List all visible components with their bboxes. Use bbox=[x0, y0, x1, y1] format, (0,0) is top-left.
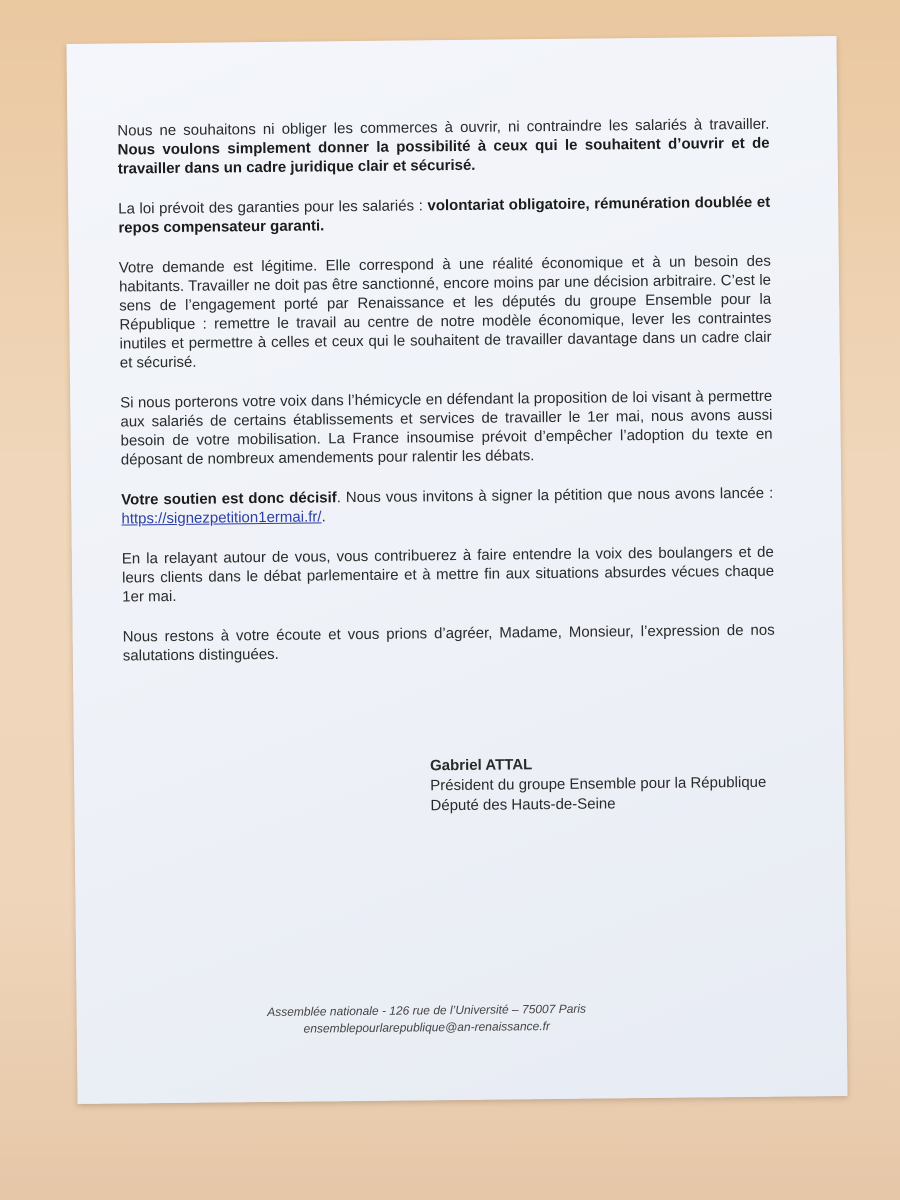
signature-block bbox=[430, 753, 767, 817]
paragraph-5 bbox=[121, 484, 773, 529]
letter-footer bbox=[227, 1000, 627, 1038]
footer-address: Assemblée nationale - 126 rue de l’Université – 75007 Paris bbox=[267, 1001, 587, 1020]
letter-page bbox=[66, 36, 847, 1104]
paragraph-4 bbox=[120, 387, 773, 470]
paragraph-7-text: Nous restons à votre écoute et vous prions d’agréer, Madame, Monsieur, l’expression de nos salutations distinguées. bbox=[122, 621, 775, 665]
footer-email: ensemblepourlarepublique@an-renaissance.fr bbox=[303, 1019, 551, 1036]
signatory-name: Gabriel ATTAL bbox=[429, 756, 533, 775]
signatory-title: Président du groupe Ensemble pour la République bbox=[430, 773, 767, 795]
letter-body bbox=[117, 115, 775, 687]
signatory-constituency: Député des Hauts-de-Seine bbox=[430, 795, 616, 815]
paragraph-3 bbox=[119, 252, 772, 373]
paragraph-2-text: La loi prévoit des garanties pour les salariés : bbox=[118, 197, 423, 218]
paragraph-1-text: Nous ne souhaitons ni obliger les commerces à ouvrir, ni contraindre les salariés à travailler. bbox=[117, 115, 770, 140]
paragraph-1-bold: Nous voulons simplement donner la possibilité à ceux qui le souhaitent d’ouvrir et de travailler dans un cadre juridique clair et sécurisé. bbox=[117, 134, 770, 178]
paragraph-1 bbox=[117, 115, 770, 179]
paragraph-4-text: Si nous porterons votre voix dans l’hémicycle en défendant la proposition de loi visant à permettre aux salariés de certains établissements et services de travailler le 1er mai, nous avons aussi besoin de votre mobilisation. La France insoumise prévoit d’empêcher l’adoption du texte en déposant de nombreux amendements pour ralentir les débats. bbox=[120, 387, 773, 469]
paragraph-5-text: . Nous vous invitons à signer la pétition que nous avons lancée : bbox=[336, 484, 774, 507]
paragraph-5-bold: Votre soutien est donc décisif bbox=[121, 489, 337, 509]
petition-link[interactable]: https://signezpetition1ermai.fr/ bbox=[121, 508, 322, 528]
paragraph-2 bbox=[118, 193, 770, 238]
paragraph-6-text: En la relayant autour de vous, vous contribuerez à faire entendre la voix des boulangers et de leurs clients dans le débat parlementaire et à mettre fin aux situations absurdes vécues chaque 1er mai. bbox=[121, 543, 775, 606]
paragraph-6 bbox=[122, 543, 775, 607]
paragraph-7 bbox=[123, 621, 775, 666]
paragraph-3-text: Votre demande est légitime. Elle correspond à une réalité économique et à un besoin des habitants. Travailler ne doit pas être sanctionné, encore moins par une décision arbitraire. C’est le sens de l’engagement porté par Renaissance et les députés du groupe Ensemble pour la République : remettre le travail au centre de notre modèle économique, lever les contraintes inutiles et permettre à celles et ceux qui le souhaitent de travailler davantage dans un cadre clair et sécurisé. bbox=[118, 252, 772, 372]
paragraph-5-end: . bbox=[321, 508, 326, 526]
paragraph-2-bold: volontariat obligatoire, rémunération doublée et repos compensateur garanti. bbox=[118, 193, 771, 237]
